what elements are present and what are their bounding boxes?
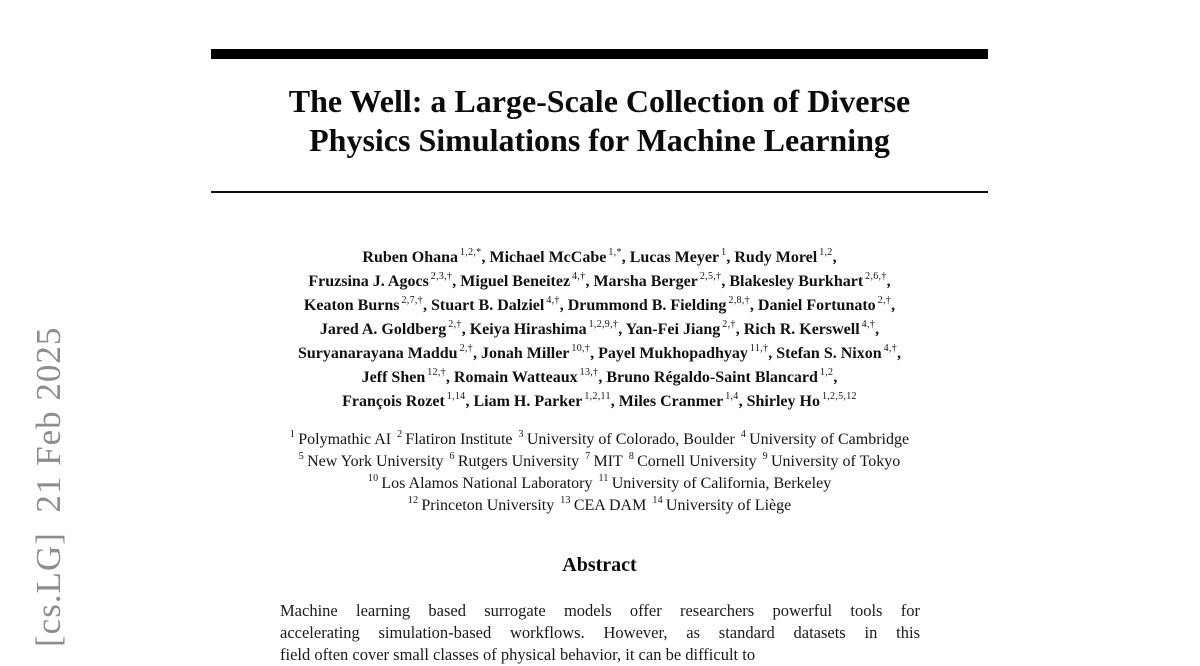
affiliation-number: 13 xyxy=(560,494,571,506)
author-affiliation-superscript: 1,2,11 xyxy=(584,390,611,402)
author-separator: , xyxy=(832,249,837,266)
author-name: Fruzsina J. Agocs xyxy=(308,273,429,290)
author-affiliation-superscript: 2,7,† xyxy=(401,294,423,306)
abstract-line: Machine learning based surrogate models offer researchers powerful tools for xyxy=(280,601,920,620)
author-name: Suryanarayana Maddu xyxy=(297,345,458,362)
affiliation-number: 2 xyxy=(397,428,403,440)
author-affiliation-superscript: 2,5,† xyxy=(699,270,722,282)
author-separator: , xyxy=(726,249,735,266)
author-separator: , xyxy=(452,273,461,290)
author-affiliation-superscript: 2,8,† xyxy=(728,294,750,306)
affiliation-name: MIT xyxy=(593,453,623,470)
author-separator: , xyxy=(481,249,490,266)
author-line xyxy=(211,246,988,270)
author-name: Ruben Ohana xyxy=(362,249,458,266)
affiliation xyxy=(585,450,623,470)
author-line xyxy=(211,390,988,414)
arxiv-category-stamp: [cs.LG] 21 Feb 2025 xyxy=(29,326,68,647)
author-affiliation-superscript: 4,† xyxy=(861,318,876,330)
author-name: Drummond B. Fielding xyxy=(567,297,727,314)
author-separator: , xyxy=(598,369,607,386)
affiliation-name: University of Tokyo xyxy=(770,453,901,470)
affiliation-name: CEA DAM xyxy=(573,497,647,514)
affiliation-number: 10 xyxy=(367,472,379,484)
abstract-line: field often cover small classes of physical behavior, it can be difficult to xyxy=(280,645,756,664)
author-line xyxy=(211,342,988,366)
author-separator: , xyxy=(618,321,626,338)
paper-title xyxy=(211,82,988,160)
abstract-body xyxy=(280,600,920,666)
author-separator: , xyxy=(721,273,730,290)
author-affiliation-superscript: 2,† xyxy=(722,318,736,330)
author-separator: , xyxy=(897,345,902,362)
abstract-line: accelerating simulation-based workflows. However, as standard datasets in this xyxy=(280,623,920,642)
affiliation-number: 5 xyxy=(298,450,305,462)
affiliation-name: University of Cambridge xyxy=(749,431,910,448)
author-affiliation-superscript: 2,† xyxy=(459,342,473,354)
author-separator: , xyxy=(610,393,619,410)
affiliation xyxy=(298,450,444,470)
affiliation-number: 7 xyxy=(585,450,591,462)
affiliation-number: 11 xyxy=(598,472,609,484)
author-affiliation-superscript: 4,† xyxy=(572,270,586,282)
author-separator: , xyxy=(749,297,758,314)
author-affiliation-superscript: 4,† xyxy=(546,294,560,306)
author-affiliation-superscript: 1,* xyxy=(608,246,622,258)
author-separator: , xyxy=(738,393,747,410)
author-name: Rudy Morel xyxy=(734,249,818,266)
author-name: Payel Mukhopadhyay xyxy=(598,345,748,362)
affiliation-name: University of California, Berkeley xyxy=(611,475,832,492)
author-name: Daniel Fortunato xyxy=(757,297,876,314)
author-affiliation-superscript: 1,2 xyxy=(819,246,833,258)
author-name: Romain Watteaux xyxy=(453,369,578,386)
affiliation xyxy=(367,472,593,492)
author-name: Shirley Ho xyxy=(746,393,820,410)
authors-block xyxy=(211,246,988,414)
author-name: Michael McCabe xyxy=(489,249,607,266)
author-name: Marsha Berger xyxy=(593,273,698,290)
author-name: Yan-Fei Jiang xyxy=(625,321,721,338)
affiliation-number: 4 xyxy=(740,428,747,440)
author-affiliation-superscript: 10,† xyxy=(571,342,591,354)
author-name: Rich R. Kerswell xyxy=(743,321,860,338)
author-separator: , xyxy=(735,321,744,338)
author-affiliation-superscript: 2,3,† xyxy=(430,270,453,282)
paper-title-line: Physics Simulations for Machine Learning xyxy=(309,122,890,158)
author-affiliation-superscript: 2,† xyxy=(877,294,892,306)
author-affiliation-superscript: 11,† xyxy=(749,342,769,354)
author-name: Keiya Hirashima xyxy=(469,321,587,338)
author-separator: , xyxy=(590,345,599,362)
author-separator: , xyxy=(585,273,594,290)
affiliation-number: 6 xyxy=(449,450,455,462)
author-name: Miguel Beneitez xyxy=(460,273,571,290)
author-separator: , xyxy=(472,345,481,362)
author-separator: , xyxy=(422,297,431,314)
author-affiliation-superscript: 1,2,9,† xyxy=(588,318,619,330)
affiliation-line xyxy=(211,429,988,451)
affiliation xyxy=(449,450,580,470)
author-name: Jonah Miller xyxy=(480,345,570,362)
top-rule xyxy=(211,49,988,59)
affiliation xyxy=(762,450,901,470)
author-name: Keaton Burns xyxy=(303,297,400,314)
affiliation-number: 3 xyxy=(518,428,524,440)
affiliation-line xyxy=(211,473,988,495)
affiliation xyxy=(740,428,910,448)
author-name: Stefan S. Nixon xyxy=(776,345,882,362)
affiliation xyxy=(560,494,647,514)
author-separator: , xyxy=(445,369,454,386)
author-separator: , xyxy=(768,345,777,362)
author-line xyxy=(211,318,988,342)
affiliation xyxy=(518,428,735,448)
author-affiliation-superscript: 2,6,† xyxy=(865,270,887,282)
affiliation-name: Los Alamos National Laboratory xyxy=(381,475,593,492)
affiliation xyxy=(407,494,555,514)
author-separator: , xyxy=(891,297,896,314)
affiliation-number: 9 xyxy=(762,450,768,462)
affiliation-number: 1 xyxy=(289,428,296,440)
affiliation xyxy=(598,472,832,492)
author-name: Liam H. Parker xyxy=(473,393,583,410)
affiliation-line xyxy=(211,495,988,517)
affiliation-name: Flatiron Institute xyxy=(405,431,513,448)
paper-title-line: The Well: a Large-Scale Collection of Diverse xyxy=(288,83,911,119)
author-affiliation-superscript: 13,† xyxy=(579,366,599,378)
author-affiliation-superscript: 1,2,5,12 xyxy=(821,390,857,402)
author-name: Jared A. Goldberg xyxy=(319,321,447,338)
affiliation xyxy=(289,428,392,448)
author-separator: , xyxy=(461,321,470,338)
affiliation-name: Cornell University xyxy=(637,453,757,470)
affiliation-name: University of Colorado, Boulder xyxy=(526,431,735,448)
author-line xyxy=(211,366,988,390)
affiliation-name: Polymathic AI xyxy=(298,431,392,448)
affiliation-name: Rutgers University xyxy=(457,453,580,470)
author-name: Stuart B. Dalziel xyxy=(430,297,545,314)
author-separator: , xyxy=(833,369,838,386)
author-name: François Rozet xyxy=(342,393,445,410)
title-divider xyxy=(211,191,988,193)
author-affiliation-superscript: 1,4 xyxy=(725,390,739,402)
affiliation-line xyxy=(211,451,988,473)
author-affiliation-superscript: 4,† xyxy=(883,342,898,354)
author-separator: , xyxy=(465,393,474,410)
author-affiliation-superscript: 1 xyxy=(721,246,727,258)
author-affiliation-superscript: 12,† xyxy=(427,366,446,378)
abstract-heading: Abstract xyxy=(562,554,637,576)
affiliations-block xyxy=(211,429,988,517)
author-affiliation-superscript: 1,2,* xyxy=(459,246,482,258)
author-name: Bruno Régaldo-Saint Blancard xyxy=(606,369,818,386)
affiliation-number: 8 xyxy=(628,450,635,462)
author-line xyxy=(211,294,988,318)
author-line xyxy=(211,270,988,294)
affiliation xyxy=(652,494,792,514)
author-separator: , xyxy=(875,321,880,338)
author-separator: , xyxy=(559,297,568,314)
author-affiliation-superscript: 1,2 xyxy=(819,366,834,378)
author-affiliation-superscript: 1,14 xyxy=(446,390,466,402)
author-separator: , xyxy=(621,249,630,266)
author-affiliation-superscript: 2,† xyxy=(448,318,462,330)
affiliation-name: Princeton University xyxy=(421,497,555,514)
affiliation-name: New York University xyxy=(307,453,444,470)
affiliation xyxy=(397,428,513,448)
affiliation-name: University of Liège xyxy=(665,497,792,514)
affiliation-number: 14 xyxy=(652,494,663,506)
author-name: Lucas Meyer xyxy=(629,249,720,266)
affiliation-number: 12 xyxy=(407,494,419,506)
author-name: Jeff Shen xyxy=(361,369,426,386)
author-name: Blakesley Burkhart xyxy=(729,273,864,290)
affiliation xyxy=(628,450,757,470)
author-name: Miles Cranmer xyxy=(618,393,724,410)
author-separator: , xyxy=(886,273,891,290)
